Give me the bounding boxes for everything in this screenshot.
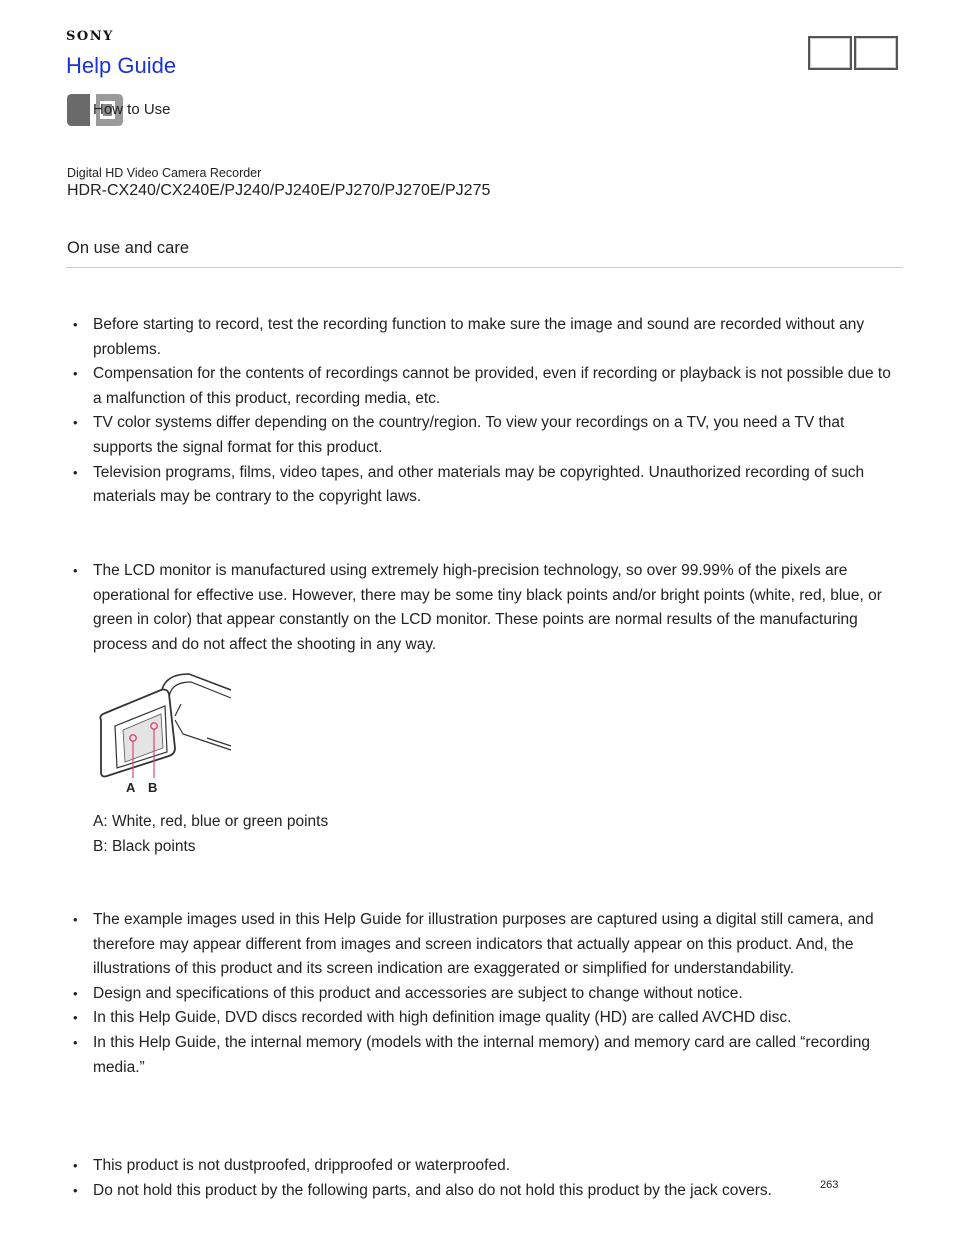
list-item: • Television programs, films, video tapes, and other materials may be copyrighted. Unauthorized recording of such materials may be contrary to the copyright laws.	[93, 461, 893, 510]
list-item: • In this Help Guide, DVD discs recorded with high definition image quality (HD) are called AVCHD disc.	[93, 1006, 893, 1031]
help-guide-link[interactable]: Help Guide	[66, 53, 177, 78]
model-list: HDR-CX240/CX240E/PJ240/PJ240E/PJ270/PJ270E/PJ275	[67, 182, 491, 199]
illustration-label-b: B	[148, 780, 158, 795]
breadcrumb[interactable]	[66, 92, 246, 126]
list-item: • Compensation for the contents of recordings cannot be provided, even if recording or playback is not possible due to a malfunction of this product, recording media, etc.	[93, 362, 893, 411]
list-item: • The example images used in this Help Guide for illustration purposes are captured using a digital still camera, and therefore may appear different from images and screen indicators that actually appear on this product. And, the illustrations of this product and its screen indication are exaggerated or simplified for understandability.	[93, 908, 893, 982]
list-item: • Design and specifications of this product and accessories are subject to change without notice.	[93, 982, 893, 1007]
handling-section	[66, 1154, 893, 1203]
page-number: 263	[820, 1179, 839, 1191]
list-item: • TV color systems differ depending on the country/region. To view your recordings on a TV, you need a TV that supports the signal format for this product.	[93, 411, 893, 460]
lcd-section	[66, 559, 893, 657]
list-item: • The LCD monitor is manufactured using extremely high-precision technology, so over 99.99% of the pixels are operational for effective use. However, there may be some tiny black points and/or bright points (white, red, blue, or green in color) that appear constantly on the LCD monitor. These points are normal results of the manufacturing process and do not affect the shooting in any way.	[93, 559, 893, 657]
page-nav	[808, 36, 900, 70]
help-guide-notes-section	[66, 908, 893, 1080]
page-title: On use and care	[67, 239, 189, 257]
list-item: • In this Help Guide, the internal memory (models with the internal memory) and memory card are called “recording media.”	[93, 1031, 893, 1080]
caption-a: A: White, red, blue or green points	[93, 813, 329, 830]
next-page-button[interactable]	[854, 36, 898, 70]
how-to-use-label: How to Use	[93, 101, 171, 118]
recording-section	[66, 313, 893, 510]
caption-b: B: Black points	[93, 838, 196, 855]
prev-page-button[interactable]	[808, 36, 852, 70]
lcd-monitor-illustration	[93, 668, 233, 798]
list-item: • Do not hold this product by the following parts, and also do not hold this product by the jack covers.	[93, 1179, 893, 1204]
sony-logo: SONY	[66, 29, 114, 44]
list-item: • Before starting to record, test the recording function to make sure the image and sound are recorded without any problems.	[93, 313, 893, 362]
product-type: Digital HD Video Camera Recorder	[67, 166, 262, 180]
list-item: • This product is not dustproofed, dripproofed or waterproofed.	[93, 1154, 893, 1179]
illustration-label-a: A	[126, 780, 136, 795]
divider	[66, 267, 903, 268]
